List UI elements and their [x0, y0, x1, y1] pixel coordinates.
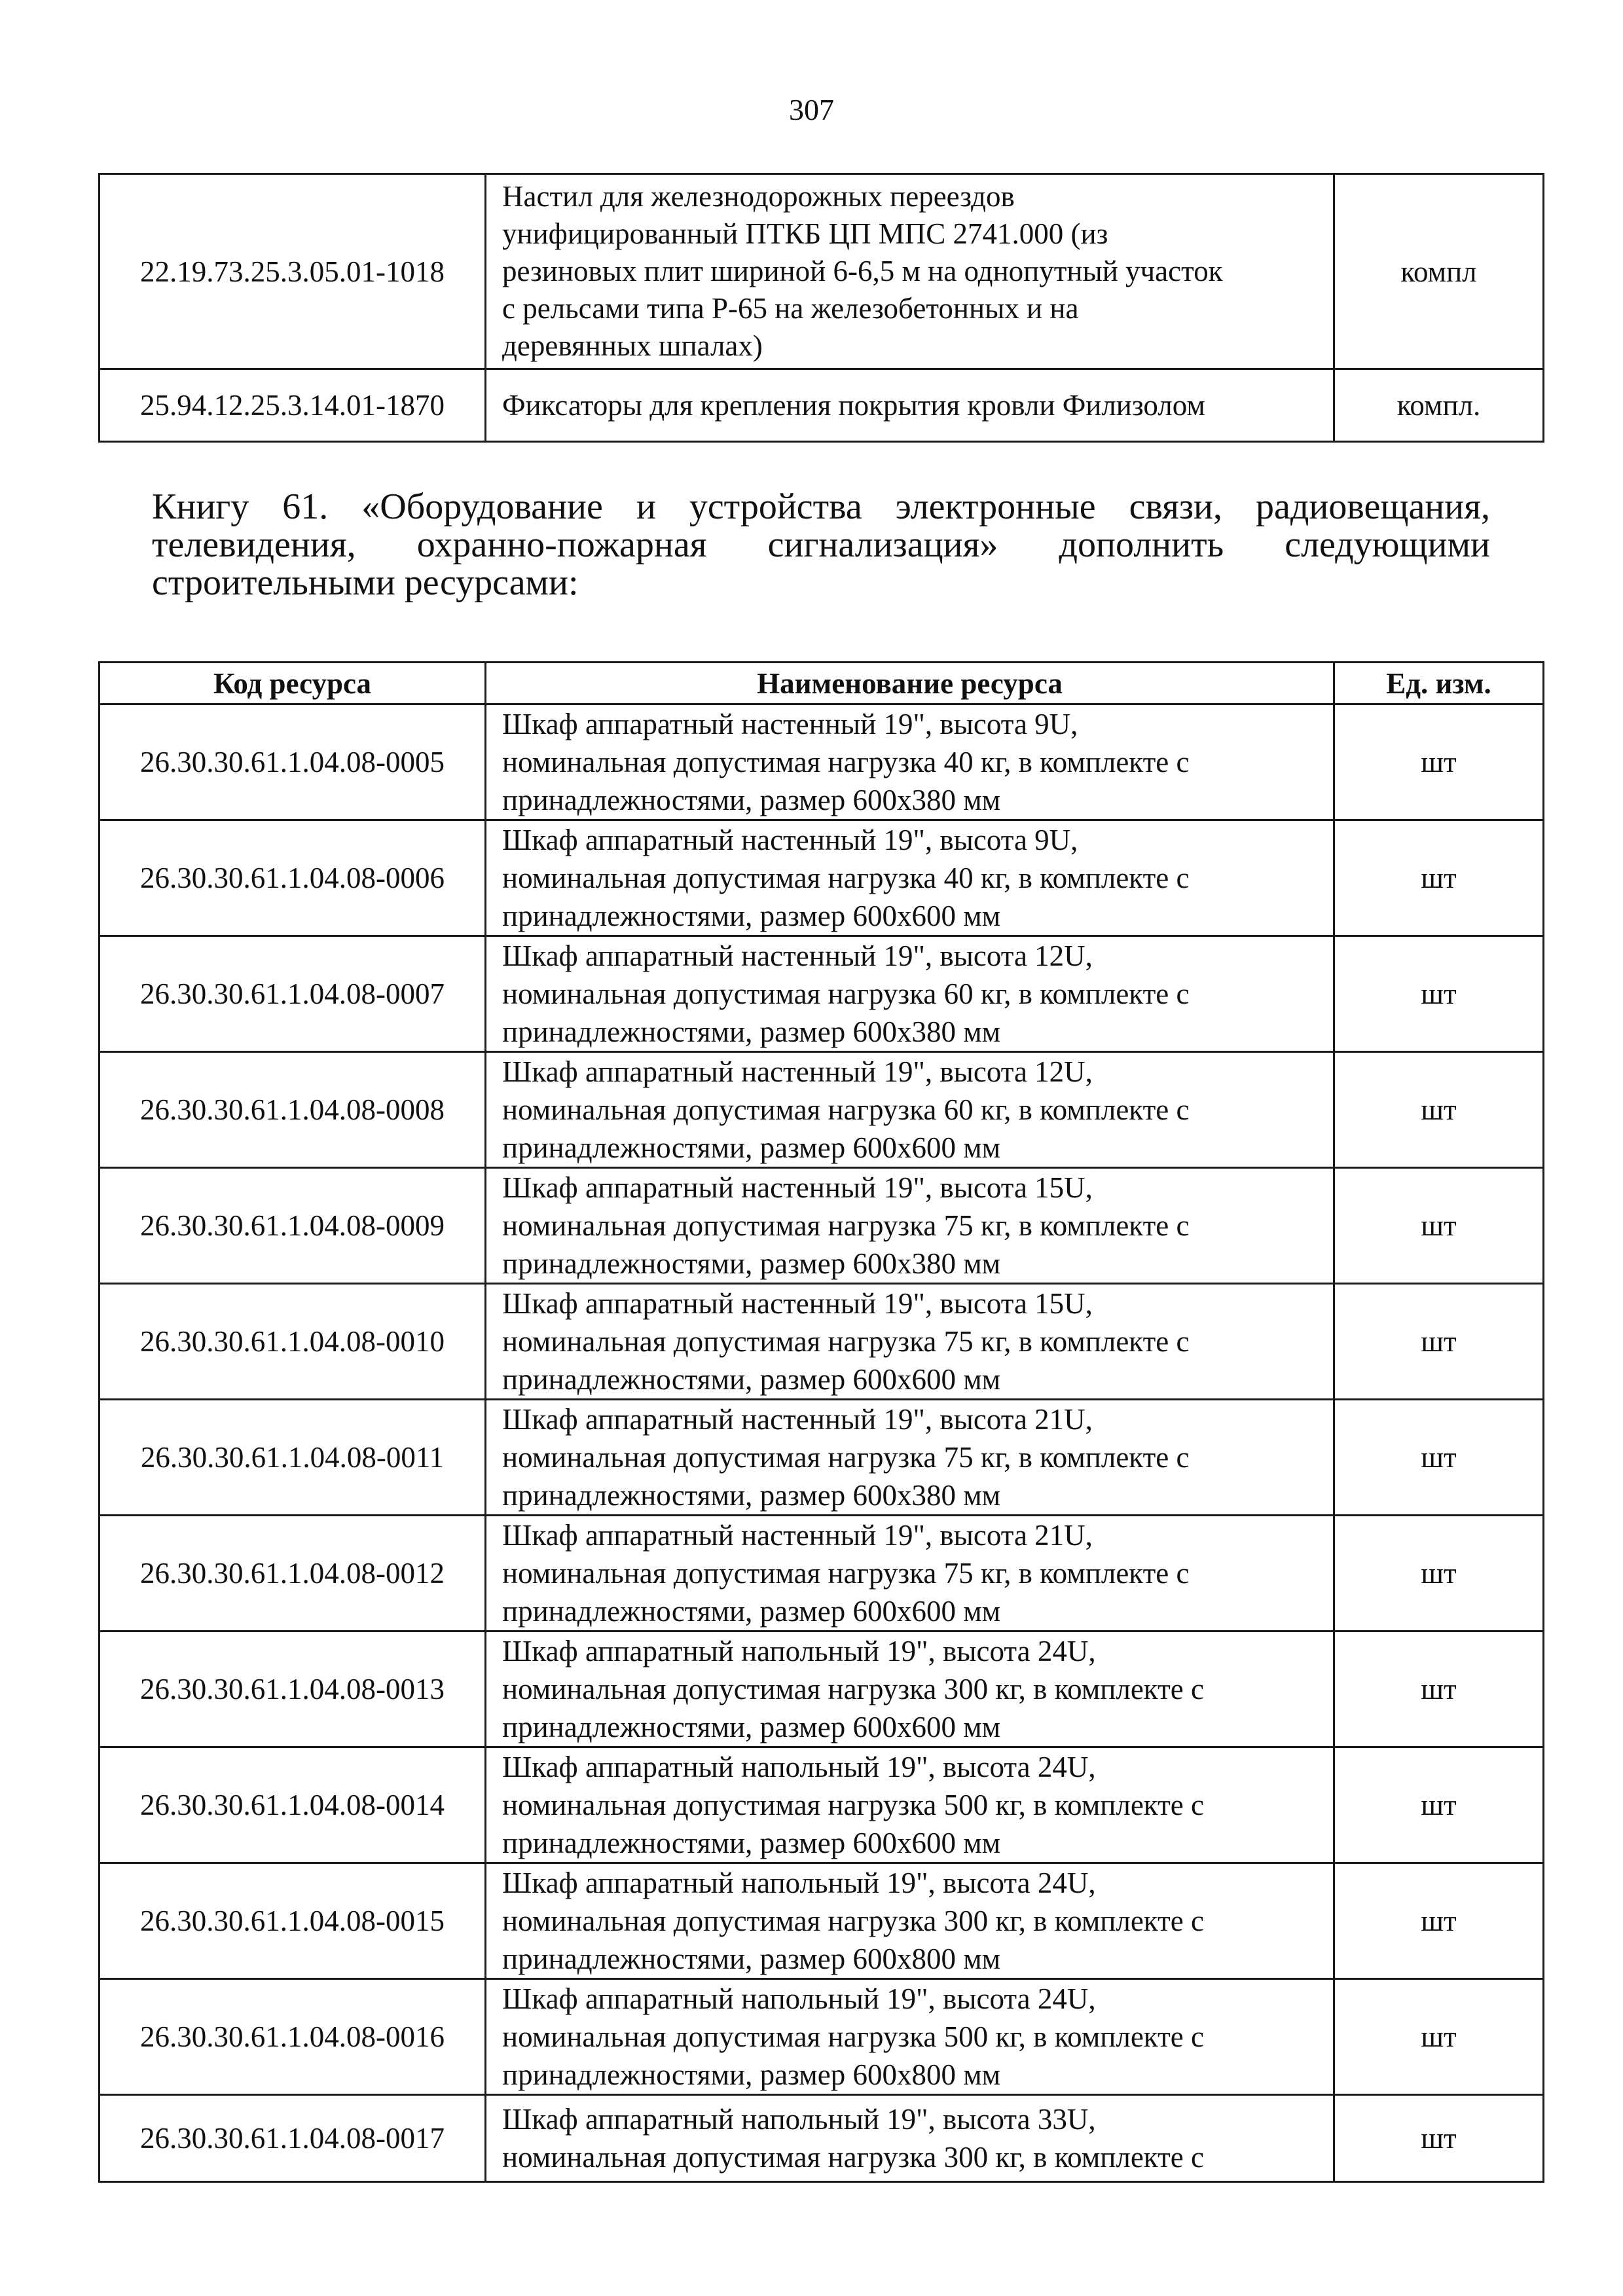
resource-code: 26.30.30.61.1.04.08-0007: [100, 936, 486, 1052]
resource-unit: шт: [1334, 704, 1544, 820]
header-code: Код ресурса: [100, 663, 486, 704]
resource-name-line: номинальная допустимая нагрузка 75 кг, в комплекте с: [502, 1325, 1190, 1358]
resource-name-line: принадлежностями, размер 600х380 мм: [502, 1479, 1001, 1512]
resource-name-line: номинальная допустимая нагрузка 75 кг, в комплекте с: [502, 1209, 1190, 1242]
resource-code: 22.19.73.25.3.05.01-1018: [100, 174, 486, 369]
resource-name-line: принадлежностями, размер 600х380 мм: [502, 1247, 1001, 1280]
table-row: [100, 1863, 1544, 1979]
resource-name-line: номинальная допустимая нагрузка 75 кг, в комплекте с: [502, 1441, 1190, 1474]
resource-unit: шт: [1334, 936, 1544, 1052]
resource-name-line: унифицированный ПТКБ ЦП МПС 2741.000 (из: [502, 217, 1108, 250]
resource-name-line: Шкаф аппаратный настенный 19", высота 21U,: [502, 1403, 1093, 1436]
resource-unit: шт: [1334, 1168, 1544, 1284]
resource-name: [486, 936, 1334, 1052]
resource-unit: шт: [1334, 1979, 1544, 2095]
resource-name-line: Шкаф аппаратный настенный 19", высота 12U,: [502, 1055, 1093, 1088]
resource-name-line: принадлежностями, размер 600х600 мм: [502, 1363, 1001, 1396]
resource-unit: шт: [1334, 1631, 1544, 1747]
table-row: [100, 2095, 1544, 2182]
table-row: [100, 1631, 1544, 1747]
resource-name: [486, 1400, 1334, 1516]
resource-name-line: Шкаф аппаратный настенный 19", высота 15U,: [502, 1287, 1093, 1320]
resource-code: 25.94.12.25.3.14.01-1870: [100, 369, 486, 442]
table-row: [100, 1979, 1544, 2095]
resource-name-line: Шкаф аппаратный настенный 19", высота 9U,: [502, 824, 1078, 856]
resource-unit: шт: [1334, 1284, 1544, 1400]
resource-name: [486, 820, 1334, 936]
resource-code: 26.30.30.61.1.04.08-0008: [100, 1052, 486, 1168]
resource-name-line: Шкаф аппаратный настенный 19", высота 12U,: [502, 939, 1093, 972]
resource-name-line: номинальная допустимая нагрузка 300 кг, в комплекте с: [502, 1904, 1204, 1937]
resource-name-line: принадлежностями, размер 600х380 мм: [502, 1015, 1001, 1048]
resource-code: 26.30.30.61.1.04.08-0017: [100, 2095, 486, 2182]
resource-name-line: принадлежностями, размер 600х380 мм: [502, 784, 1001, 816]
header-name: Наименование ресурса: [486, 663, 1334, 704]
resource-name-line: Шкаф аппаратный настенный 19", высота 21U,: [502, 1519, 1093, 1552]
resource-unit: шт: [1334, 1052, 1544, 1168]
table-row: [100, 1747, 1544, 1863]
resource-name-line: номинальная допустимая нагрузка 75 кг, в комплекте с: [502, 1557, 1190, 1590]
resource-code: 26.30.30.61.1.04.08-0016: [100, 1979, 486, 2095]
resource-name: [486, 2095, 1334, 2182]
resource-name-line: номинальная допустимая нагрузка 300 кг, в комплекте с: [502, 1673, 1204, 1705]
resource-unit: шт: [1334, 1747, 1544, 1863]
resource-name: [486, 1979, 1334, 2095]
resource-name: [486, 1516, 1334, 1631]
resource-code: 26.30.30.61.1.04.08-0014: [100, 1747, 486, 1863]
resource-name: [486, 1863, 1334, 1979]
resource-code: 26.30.30.61.1.04.08-0012: [100, 1516, 486, 1631]
resource-unit: шт: [1334, 2095, 1544, 2182]
resource-name-line: номинальная допустимая нагрузка 60 кг, в комплекте с: [502, 977, 1190, 1010]
resource-code: 26.30.30.61.1.04.08-0015: [100, 1863, 486, 1979]
table-row: [100, 1400, 1544, 1516]
resource-unit: шт: [1334, 1516, 1544, 1631]
resource-name: [486, 1747, 1334, 1863]
resource-name: [486, 369, 1334, 442]
resource-unit: шт: [1334, 820, 1544, 936]
resource-name-line: принадлежностями, размер 600х600 мм: [502, 1711, 1001, 1743]
resource-name-line: Фиксаторы для крепления покрытия кровли Филизолом: [502, 388, 1205, 422]
resource-unit: шт: [1334, 1400, 1544, 1516]
continued-resource-table: [98, 173, 1544, 443]
resource-name-line: Шкаф аппаратный напольный 19", высота 33U,: [502, 2103, 1096, 2136]
resource-name-line: номинальная допустимая нагрузка 60 кг, в комплекте с: [502, 1093, 1190, 1126]
resource-name-line: принадлежностями, размер 600х800 мм: [502, 2058, 1001, 2091]
intro-paragraph: Книгу 61. «Оборудование и устройства электронные связи, радиовещания, телевидения, охранно-пожарная сигнализация» дополнить следующими строительными ресурсами:: [152, 486, 1490, 603]
resource-name-line: принадлежностями, размер 600х800 мм: [502, 1942, 1001, 1975]
resource-unit: компл.: [1334, 369, 1544, 442]
resource-name-line: принадлежностями, размер 600х600 мм: [502, 900, 1001, 932]
resource-name-line: Шкаф аппаратный напольный 19", высота 24U,: [502, 1751, 1096, 1783]
table-row: [100, 820, 1544, 936]
resource-name-line: Шкаф аппаратный настенный 19", высота 9U,: [502, 708, 1078, 740]
resource-name-line: принадлежностями, размер 600х600 мм: [502, 1595, 1001, 1628]
resource-name-line: номинальная допустимая нагрузка 300 кг, в комплекте с: [502, 2141, 1204, 2174]
table-row: [100, 1284, 1544, 1400]
table-row: [100, 1516, 1544, 1631]
table-row: [100, 369, 1544, 442]
resource-name: [486, 704, 1334, 820]
resource-name-line: деревянных шпалах): [502, 329, 763, 362]
table-row: [100, 1052, 1544, 1168]
resource-code: 26.30.30.61.1.04.08-0010: [100, 1284, 486, 1400]
resource-name: [486, 174, 1334, 369]
resource-code: 26.30.30.61.1.04.08-0005: [100, 704, 486, 820]
header-unit: Ед. изм.: [1334, 663, 1544, 704]
resource-name-line: номинальная допустимая нагрузка 500 кг, в комплекте с: [502, 2020, 1204, 2053]
resource-unit: компл: [1334, 174, 1544, 369]
resource-code: 26.30.30.61.1.04.08-0006: [100, 820, 486, 936]
resource-table: [98, 661, 1544, 2183]
resource-name-line: Шкаф аппаратный напольный 19", высота 24U,: [502, 1635, 1096, 1667]
table-row: [100, 1168, 1544, 1284]
table-row: [100, 174, 1544, 369]
resource-code: 26.30.30.61.1.04.08-0011: [100, 1400, 486, 1516]
resource-name-line: Шкаф аппаратный напольный 19", высота 24U,: [502, 1982, 1096, 2015]
resource-name: [486, 1631, 1334, 1747]
resource-code: 26.30.30.61.1.04.08-0009: [100, 1168, 486, 1284]
resource-name-line: с рельсами типа Р-65 на железобетонных и на: [502, 292, 1079, 325]
resource-name: [486, 1052, 1334, 1168]
resource-name: [486, 1168, 1334, 1284]
resource-name-line: номинальная допустимая нагрузка 500 кг, в комплекте с: [502, 1789, 1204, 1821]
resource-code: 26.30.30.61.1.04.08-0013: [100, 1631, 486, 1747]
resource-name-line: Настил для железнодорожных переездов: [502, 180, 1015, 213]
table-header-row: [100, 663, 1544, 704]
resource-name-line: принадлежностями, размер 600х600 мм: [502, 1827, 1001, 1859]
resource-name-line: номинальная допустимая нагрузка 40 кг, в комплекте с: [502, 862, 1190, 894]
resource-unit: шт: [1334, 1863, 1544, 1979]
resource-name-line: принадлежностями, размер 600х600 мм: [502, 1131, 1001, 1164]
resource-name-line: резиновых плит шириной 6-6,5 м на однопутный участок: [502, 255, 1223, 287]
table-row: [100, 704, 1544, 820]
resource-name-line: номинальная допустимая нагрузка 40 кг, в комплекте с: [502, 746, 1190, 778]
resource-name: [486, 1284, 1334, 1400]
page-number: 307: [789, 93, 834, 126]
resource-name-line: Шкаф аппаратный напольный 19", высота 24U,: [502, 1867, 1096, 1899]
resource-name-line: Шкаф аппаратный настенный 19", высота 15U,: [502, 1171, 1093, 1204]
table-row: [100, 936, 1544, 1052]
